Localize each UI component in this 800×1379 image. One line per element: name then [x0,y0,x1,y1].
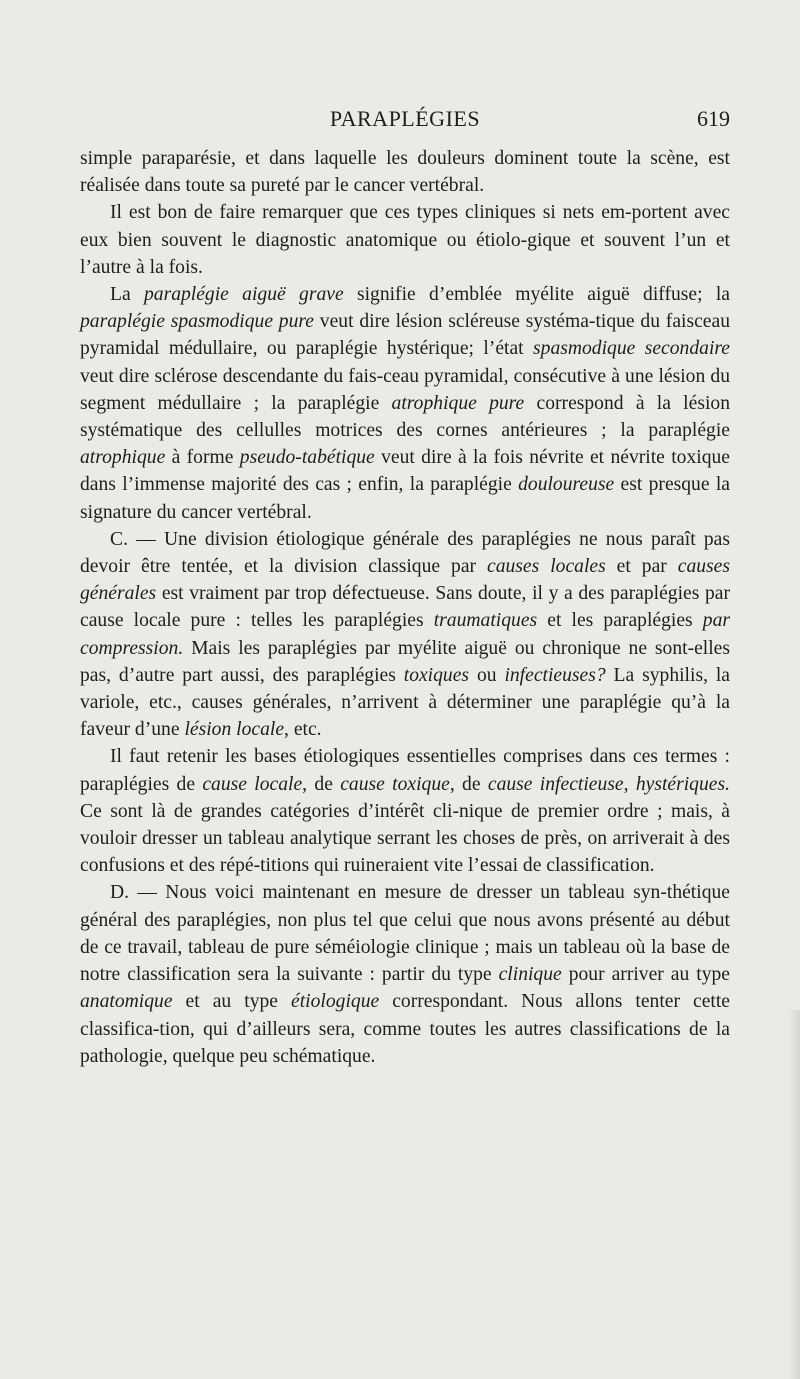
paragraph-p6 [80,879,730,1069]
page-edge-shadow [788,1010,800,1379]
italic-term: douloureuse [518,474,615,496]
italic-term: par compression. [80,610,730,659]
text-run: Mais les paraplégies par myélite aiguë ou chronique ne sont-elles pas, d’autre part aussi, des paraplégies [80,637,730,686]
text-run: C. — Une division étiologique générale des paraplégies ne nous paraît pas devoir être tentée, et la division classique par [80,528,730,578]
text-run: veut dire lésion scléreuse systéma-tique du faisceau pyramidal médullaire, ou paraplégie hystérique; l’état [80,311,730,360]
text-run: et les paraplégies [537,610,703,632]
text-run: correspondant. Nous allons tenter cette classifica-tion, qui d’ailleurs sera, comme toutes les autres classifications de la pathologie, quelque peu schématique. [80,991,730,1067]
text-run: veut dire à la fois névrite et névrite toxique dans l’immense majorité des cas ; enfin, la paraplégie [80,447,730,496]
page-number: 619 [697,106,730,131]
italic-term: lésion locale [184,719,285,741]
italic-term: cause locale [202,773,303,795]
body-text [80,145,730,1070]
italic-term: spasmodique secondaire [533,338,730,360]
italic-term: toxiques [403,664,470,686]
text-run: et au type [172,991,292,1013]
text-run: D. — Nous voici maintenant en mesure de dresser un tableau syn-thétique général des paraplégies, non plus tel que celui que nous avons présenté au début de ce travail, tableau de pure séméiologie clinique ; mais un tableau où la base de notre classification sera la suivante : partir du type [80,882,730,986]
italic-term: traumatiques [433,610,538,632]
paragraph-p1 [80,145,730,199]
text-run: simple paraparésie, et dans laquelle les douleurs dominent toute la scène, est réalisée dans toute sa pureté par le cancer vertébral. [80,148,730,197]
italic-term: pseudo-tabétique [239,447,375,469]
italic-term: infectieuses? [504,664,606,686]
text-run: est vraiment par trop défectueuse. Sans doute, il y a des paraplégies par cause locale pure : telles les paraplégies [80,583,730,632]
text-run: signifie d’emblée myélite aiguë diffuse; la [343,284,730,306]
italic-term: cause infectieuse [487,773,624,795]
text-run: , [623,773,636,795]
italic-term: atrophique [80,447,166,469]
text-run: La syphilis, la variole, etc., causes générales, n’arrivent à déterminer une paraplégie qu’à la faveur d’une [80,664,730,741]
text-run: , de [302,773,341,795]
italic-term: hystériques. [635,773,730,795]
text-run: est presque la signature du cancer vertébral. [80,474,730,523]
italic-term: causes locales [487,556,606,578]
paragraph-p3 [80,281,730,526]
italic-term: paraplégie spasmodique pure [80,311,314,333]
italic-term: causes générales [80,556,730,605]
running-title: PARAPLÉGIES [329,106,481,131]
text-run: Il faut retenir les bases étiologiques essentielles comprises dans ces termes : paraplégies de [80,746,730,795]
page-header [80,106,730,136]
text-run: Ce sont là de grandes catégories d’intérêt cli-nique de premier ordre ; mais, à vouloir dresser un tableau analytique serrant les choses de près, on arriverait à des confusions et des répé-titions qui ruineraient vite l’essai de classification. [80,800,730,877]
text-run: , de [449,773,488,795]
italic-term: anatomique [80,991,173,1013]
paragraph-p5 [80,743,730,879]
text-run: , etc. [284,719,322,741]
text-run: La [110,284,144,306]
text-run: veut dire sclérose descendante du fais-ceau pyramidal, consécutive à une lésion du segment médullaire ; la paraplégie [80,365,730,414]
text-run: correspond à la lésion systématique des cellulles motrices des cornes antérieures ; la paraplégie [80,392,730,442]
italic-term: atrophique pure [391,392,525,414]
italic-term: paraplégie aiguë grave [143,284,344,306]
italic-term: cause toxique [340,773,450,795]
italic-term: clinique [498,964,562,986]
text-run: ou [469,664,505,686]
text-run: et par [605,556,678,578]
text-run: pour arriver au type [561,964,730,986]
text-run: Il est bon de faire remarquer que ces types cliniques si nets em-portent avec eux bien souvent le diagnostic anatomique ou étiolo-gique et souvent l’un et l’autre à la fois. [80,202,730,278]
italic-term: étiologique [291,991,380,1013]
paragraph-p2 [80,199,730,281]
paragraph-p4 [80,526,730,744]
text-run: à forme [165,447,240,469]
